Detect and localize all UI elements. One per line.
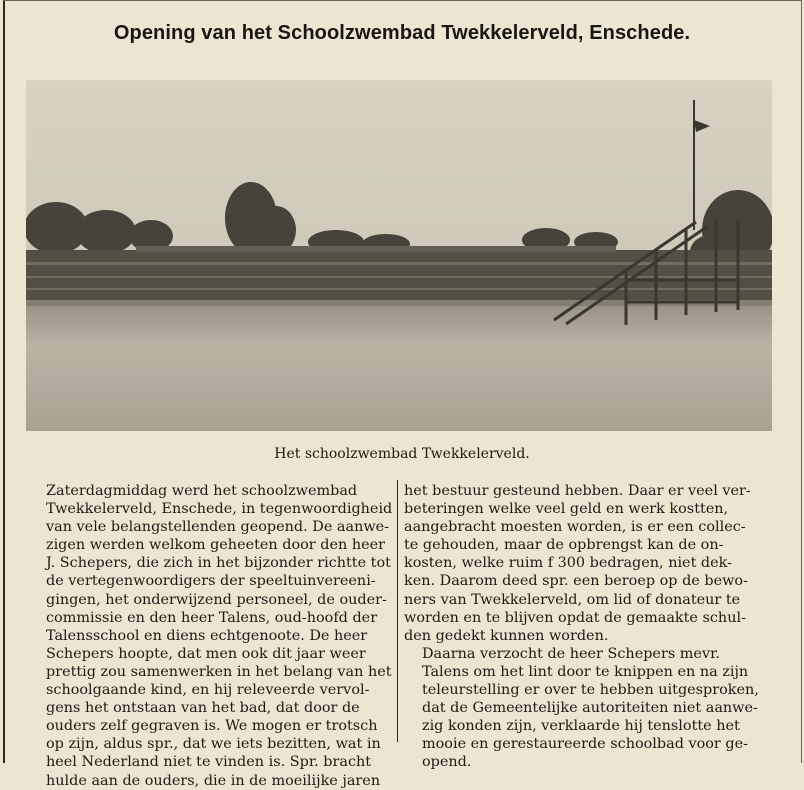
text-line: het bestuur gesteund hebben. Daar er veel ver-	[404, 483, 751, 499]
text-line: hulde aan de ouders, die in de moeilijke jaren	[46, 772, 381, 789]
text-line: heel Nederland niet te vinden is. Spr. bracht	[46, 754, 372, 771]
text-line: schoolgaande kind, en hij releveerde vervol-	[46, 682, 370, 699]
text-line: ken. Daarom deed spr. een beroep op de bewo-	[404, 573, 748, 590]
left-border-rule	[3, 0, 5, 763]
text-line: op zijn, aldus spr., dat we iets bezitten, wat in	[46, 736, 381, 753]
text-line: mooie en gerestaureerde schoolbad voor ge-	[422, 736, 748, 753]
paragraph-1	[28, 482, 393, 790]
text-line: Daarna verzocht de heer Schepers mevr.	[422, 645, 720, 662]
photo-caption: Het schoolzwembad Twekkelerveld.	[274, 446, 530, 462]
paragraph-3	[404, 645, 788, 772]
article-headline: Opening van het Schoolzwembad Twekkelerveld, Enschede.	[113, 22, 691, 44]
swimming-pool-photo	[26, 80, 772, 431]
text-line: dat de Gemeentelijke autoriteiten niet aanwe-	[422, 700, 758, 717]
column-divider	[397, 480, 398, 742]
text-line: kosten, welke ruim f 300 bedragen, niet dek-	[404, 555, 732, 572]
text-line: van vele belangstellenden geopend. De aanwe-	[46, 519, 390, 536]
text-line: zig konden zijn, verklaarde hij tenslotte het	[422, 718, 740, 735]
text-line: te gehouden, maar de opbrengst kan de on-	[404, 537, 724, 554]
text-line: ouders zelf gegraven is. We mogen er trotsch	[46, 718, 378, 735]
text-line: zigen werden welkom geheeten door den heer	[46, 537, 385, 554]
right-border-rule	[801, 0, 802, 763]
text-line: Twekkelerveld, Enschede, in tegenwoordigheid	[46, 501, 393, 518]
photo-overlay	[26, 80, 772, 431]
text-line: J. Schepers, die zich in het bijzonder richtte tot	[46, 555, 391, 572]
text-line: opend.	[422, 754, 472, 771]
article-column-right	[404, 482, 788, 772]
top-border-rule	[3, 0, 802, 1]
text-line: ners van Twekkelerveld, om lid of donateur te	[404, 591, 741, 608]
text-line: gens het ontstaan van het bad, dat door de	[46, 700, 360, 717]
text-line: teleurstelling er over te hebben uitgesproken,	[422, 682, 759, 699]
text-line: prettig zou samenwerken in het belang van het	[46, 663, 392, 680]
text-line: gingen, het onderwijzend personeel, de ouder-	[46, 591, 387, 608]
text-line: worden en te blijven opdat de gemaakte schul-	[404, 609, 746, 626]
text-line: Talens om het lint door te knippen en na zijn	[422, 663, 749, 680]
text-line: aangebracht moesten worden, is er een collec-	[404, 519, 746, 536]
text-line: de vertegenwoordigers der speeltuinvereeni-	[46, 573, 376, 590]
text-line: Zaterdagmiddag werd het schoolzwembad	[46, 483, 358, 499]
text-line: commissie en den heer Talens, oud-hoofd der	[46, 609, 378, 626]
text-line: den gedekt kunnen worden.	[404, 627, 609, 644]
text-line: Talensschool en diens echtgenoote. De heer	[46, 627, 368, 644]
text-line: Schepers hoopte, dat men ook dit jaar weer	[46, 645, 366, 662]
text-line: beteringen welke veel geld en werk kostten,	[404, 501, 729, 518]
article-column-left	[28, 482, 393, 790]
photo-illustration	[26, 80, 772, 431]
paragraph-2	[404, 482, 788, 645]
